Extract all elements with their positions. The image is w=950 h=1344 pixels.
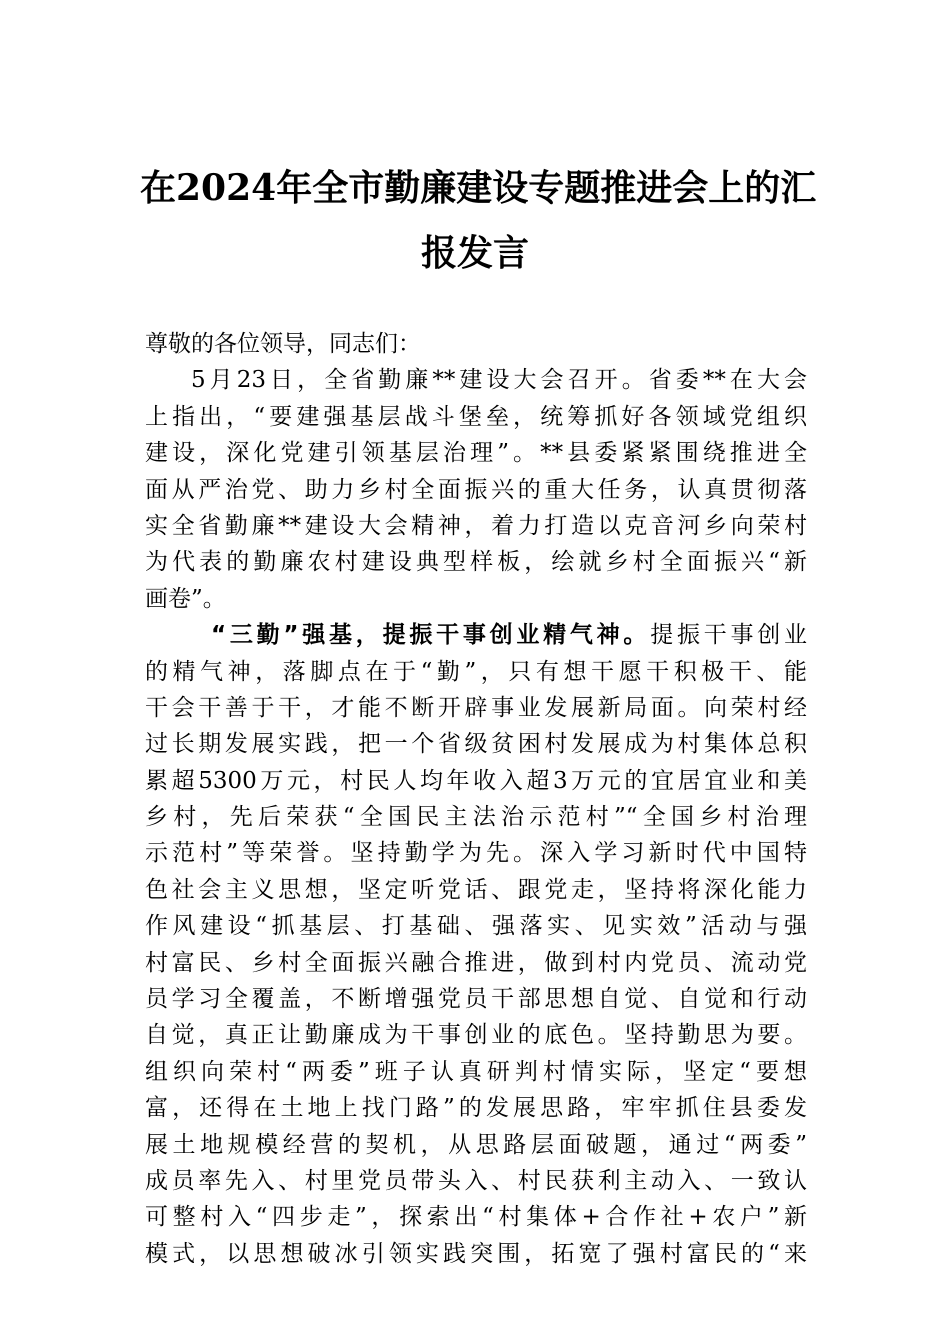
paragraph-2-line: 乡村，先后荣获“全国民主法治示范村”“全国乡村治理 xyxy=(145,804,807,831)
document-title-line-1: 在2024年全市勤廉建设专题推进会上的汇 xyxy=(140,167,817,209)
paragraph-1-line: 上指出，“要建强基层战斗堡垒，统筹抓好各领域党组织 xyxy=(145,403,807,430)
paragraph-2-line: 成员率先入、村里党员带头入、村民获利主动入、一致认 xyxy=(145,1167,807,1194)
paragraph-1-line: 为代表的勤廉农村建设典型样板，绘就乡村全面振兴“新 xyxy=(145,549,807,576)
section-heading: “三勤”强基，提振干事创业精气神。 xyxy=(211,622,651,649)
paragraph-1-line: 面从严治党、助力乡村全面振兴的重大任务，认真贯彻落 xyxy=(145,476,807,503)
paragraph-1-line: 5月23日，全省勤廉**建设大会召开。省委**在大会 xyxy=(191,367,807,394)
paragraph-2-line: 富，还得在土地上找门路”的发展思路，牢牢抓住县委发 xyxy=(145,1095,807,1122)
paragraph-2-line: 可整村入“四步走”，探索出“村集体+合作社+农户”新 xyxy=(145,1204,807,1231)
paragraph-2-line: 过长期发展实践，把一个省级贫困村发展成为村集体总积 xyxy=(145,731,807,758)
paragraph-2-line: 累超5300万元，村民人均年收入超3万元的宜居宜业和美 xyxy=(145,767,807,794)
paragraph-2-line: 干会干善于干，才能不断开辟事业发展新局面。向荣村经 xyxy=(145,694,807,721)
paragraph-2-line: 示范村”等荣誉。坚持勤学为先。深入学习新时代中国特 xyxy=(145,840,807,867)
paragraph-2-line: 自觉，真正让勤廉成为干事创业的底色。坚持勤思为要。 xyxy=(145,1022,807,1049)
document-title-line-2: 报发言 xyxy=(420,232,529,274)
paragraph-2-line: 展土地规模经营的契机，从思路层面破题，通过“两委” xyxy=(145,1131,807,1158)
paragraph-1-line: 建设，深化党建引领基层治理”。**县委紧紧围绕推进全 xyxy=(145,440,807,467)
paragraph-2-first-line xyxy=(145,617,807,653)
paragraph-2-line: 色社会主义思想，坚定听党话、跟党走，坚持将深化能力 xyxy=(145,876,807,903)
paragraph-2-line: 作风建设“抓基层、打基础、强落实、见实效”活动与强 xyxy=(145,913,807,940)
paragraph-2-line: 村富民、乡村全面振兴融合推进，做到村内党员、流动党 xyxy=(145,949,807,976)
paragraph-2-line: 员学习全覆盖，不断增强党员干部思想自觉、自觉和行动 xyxy=(145,986,807,1013)
paragraph-2-line: 组织向荣村“两委”班子认真研判村情实际，坚定“要想 xyxy=(145,1058,807,1085)
paragraph-2-line: 模式，以思想破冰引领实践突围，拓宽了强村富民的“来 xyxy=(145,1240,807,1267)
paragraph-1-line: 实全省勤廉**建设大会精神，着力打造以克音河乡向荣村 xyxy=(145,512,807,539)
salutation: 尊敬的各位领导，同志们： xyxy=(145,331,421,357)
paragraph-1-line: 画卷”。 xyxy=(145,585,226,612)
paragraph-2-first-line-text: 提振干事创业 xyxy=(650,622,807,649)
paragraph-2-line: 的精气神，落脚点在于“勤”，只有想干愿干积极干、能 xyxy=(145,658,807,685)
document-body xyxy=(145,326,807,1272)
